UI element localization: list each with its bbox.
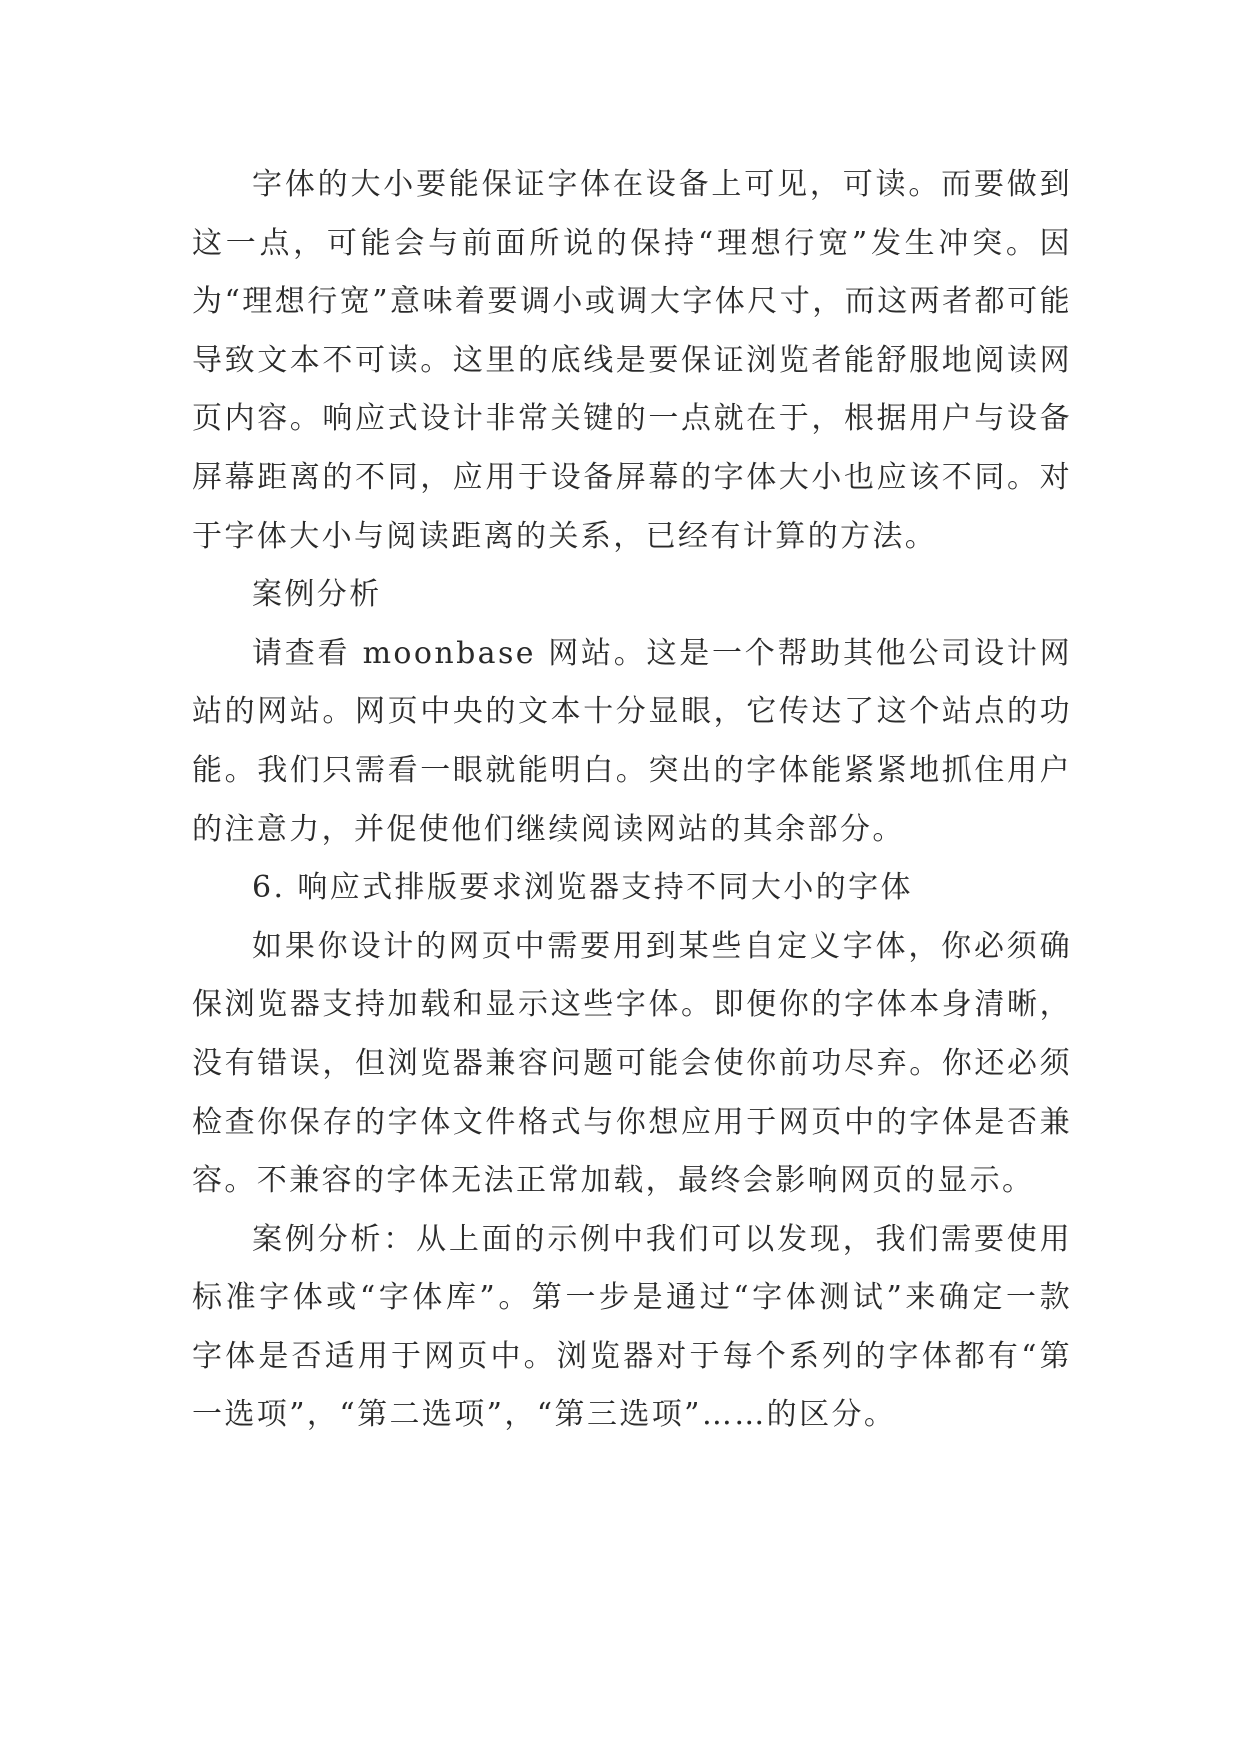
heading-case-study: 案例分析 <box>252 577 382 613</box>
paragraph-custom-fonts: 如果你设计的网页中需要用到某些自定义字体，你必须确保浏览器支持加载和显示这些字体。即便你的字体本身清晰，没有错误，但浏览器兼容问题可能会使你前功尽弃。你还必须检查你保存的字体文件格式与你想应用于网页中的字体是否兼容。不兼容的字体无法正常加载，最终会影响网页的显示。 <box>192 928 1072 1199</box>
paragraph-moonbase: 请查看 moonbase 网站。这是一个帮助其他公司设计网站的网站。网页中央的文本十分显眼，它传达了这个站点的功能。我们只需看一眼就能明白。突出的字体能紧紧地抓住用户的注意力，并促使他们继续阅读网站的其余部分。 <box>192 635 1072 847</box>
paragraph-case-analysis: 案例分析：从上面的示例中我们可以发现，我们需要使用标准字体或“字体库”。第一步是通过“字体测试”来确定一款字体是否适用于网页中。浏览器对于每个系列的字体都有“第一选项”，“第二选项”，“第三选项”……的区分。 <box>192 1221 1072 1433</box>
heading-section-6: 6. 响应式排版要求浏览器支持不同大小的字体 <box>252 870 913 906</box>
paragraph-font-size: 字体的大小要能保证字体在设备上可见，可读。而要做到这一点，可能会与前面所说的保持“理想行宽”发生冲突。因为“理想行宽”意味着要调小或调大字体尺寸，而这两者都可能导致文本不可读。这里的底线是要保证浏览者能舒服地阅读网页内容。响应式设计非常关键的一点就在于，根据用户与设备屏幕距离的不同，应用于设备屏幕的字体大小也应该不同。对于字体大小与阅读距离的关系，已经有计算的方法。 <box>192 167 1072 554</box>
document-body <box>192 156 1072 1445</box>
